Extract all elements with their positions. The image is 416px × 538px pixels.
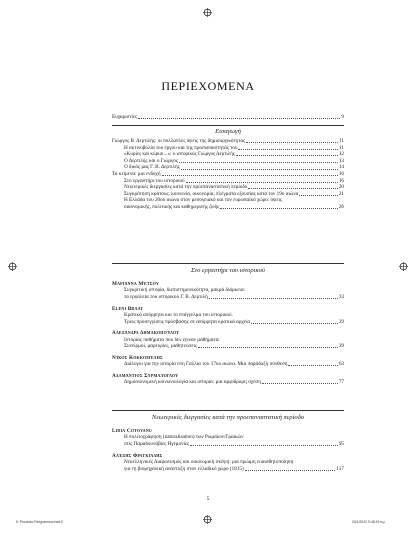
chapter-author: Νίκος Κοκκομέλης [112,354,163,361]
toc-entry-page: 12 [338,151,344,158]
toc-entry-page: 9 [341,114,344,120]
page-number: 5 [206,496,210,502]
toc-row [112,158,344,165]
toc-entry-page: 20 [338,184,344,191]
chapter-author: Eleni Braat [112,305,144,312]
toc-entry-title: Ο Δερτιλής και ο Γιώργος [124,157,178,164]
dot-leader [209,298,338,299]
dot-leader [299,195,337,196]
toc-entry-title: Ευχαριστίες [112,114,138,120]
toc-entry-page: 11 [339,144,344,151]
toc-row [112,361,344,368]
toc-entry-page: 13 [338,157,344,164]
toc-row [112,294,344,301]
print-slug-left: 5. Prooimio-Perigramma.indd 5 [16,520,63,524]
toc-entry-title: Ο δικός μας Γ. Β. Δερτιλής [124,164,180,171]
toc-acknowledgements [112,114,344,121]
section-heading: Νεωτερικές διεργασίες κατά την προεπαναστατική περίοδο [151,414,305,421]
dot-leader [162,175,338,176]
section-divider [112,410,344,411]
chapter-page: 95 [338,441,344,447]
toc-entry-title: Στο εργαστήρι του ιστορικού [124,177,185,184]
dot-leader [220,208,337,209]
section-divider [112,125,344,126]
toc-introduction [112,128,344,211]
chapter-title-line: Νεοελληνικές Διαφωτισμός και οικονομική σκέψη: μια πρώιμη ευαισθητοποίηση [124,459,294,465]
toc-row [112,171,344,178]
chapter-title-line: τα εργαλεία του ιστορικού Γ. Β. Δερτιλή [124,294,208,300]
chapter-title-line: Κρατικά απόρρητα και το επάγγελμα του ιστορικού. [124,312,233,318]
registration-mark-left [8,262,17,271]
chapter-page: 39 [338,343,344,350]
toc-entry-title: «Κυρίες και κύριοι...»: ο ιστορικός Γιώργος Δερτιλής [124,151,235,158]
chapter-author: Αλέξης Φραγκιάδης [112,452,163,459]
toc-row [112,138,344,145]
chapter-title-line: Ιστορίας παθήματα που δεν έγιναν μαθήματα: [124,336,220,343]
toc-entry-page: 14 [338,164,344,171]
toc-entry-title: Τα κείμενα: μια ενδοχή [112,170,161,177]
dot-leader [248,188,337,189]
toc-row [112,164,344,171]
toc-entry-page: 26 [338,203,344,210]
dot-leader [198,347,338,348]
chapter-author: Αδαμάντιος Συρμαλόγλου [112,372,179,379]
toc-section-workshop [112,267,344,386]
section-divider [112,263,344,264]
toc-entry-title-cont: οικονομικής, πολιτικής και καθημερινής ζωής [124,203,220,210]
dot-leader [138,118,340,119]
toc-row [112,379,344,386]
toc-section-preRevolutionary [112,414,344,472]
chapter-title-line: Τρεις προσεγγίσεις πρόσβασης σε απόρρητα κρατικά αρχεία [124,318,251,325]
toc-entry-title: Νεωτερικές διεργασίες κατά την προεπαναστατική περίοδο [124,184,248,191]
chapter-title-line: για τη βιομηχανική ανάπτυξη στον ελλαδικό χώρο (1815) [124,465,244,472]
chapter-title-line: Η πολιτογράφηση (naturalisation) των Ρωμαίων/Γραικών [124,434,244,441]
chapter-title-line: Διάλογοι για την ιστορία στη Γαλλία του 17ου αιώνα. Μια παράδοξη σύνθεση [124,361,288,368]
toc-entry-title-line: Η Ελλάδα του 20ού αιώνα στον μεσογειακό και τον ευρωπαϊκό χώρο: όψεις [124,197,283,204]
chapter-page: 117 [336,465,344,472]
dot-leader [262,383,338,384]
registration-mark-top [203,8,212,17]
chapter-page: 63 [338,361,344,368]
chapter-title-line: Συγκριτική ιστορία, διεπιστημονικότητα, μακρά διάρκεια: [124,287,245,294]
dot-leader [245,470,336,471]
toc-entry-page: 16 [338,170,344,177]
chapter-title-line: Δημοσιονομική κοινωνιολογία και ιστορία: μια αμφίδρομη σχέση [124,379,261,386]
dot-leader [288,365,337,366]
toc-entry-page: 21 [338,190,344,197]
toc-entry-title: Γιώργος Β. Δερτιλής: οι πολλαπλές όψεις της δημιουργικότητας [112,138,246,144]
toc-entry-title: Η ακτινοβολία του έργου και της προσωπικότητάς του [124,144,238,151]
dot-leader [236,155,338,156]
page-title: ΠΕΡΙΕΧΟΜΕΝΑ [161,79,255,93]
toc-row [112,204,344,211]
section-heading: Στο εργαστήρι του ιστορικού [191,267,265,274]
chapter-title-line: Συνείρμοί, μαρτυρίες, μαθητεύσεις [124,343,197,350]
registration-mark-bottom [203,515,212,524]
dot-leader [246,142,338,143]
toc-row [112,191,344,198]
toc-row [112,343,344,350]
chapter-page: 33 [338,294,344,300]
toc-row [112,319,344,326]
chapter-author: Lidia Cotovanu [112,428,153,434]
toc-row [112,151,344,158]
chapter-title-line: στις Παραδουνάβιες Ηγεμονίες [124,441,190,447]
toc-row [112,114,344,121]
dot-leader [179,162,338,163]
chapter-page: 77 [338,379,344,386]
dot-leader [251,323,338,324]
toc-row [112,441,344,448]
dot-leader [190,445,338,446]
toc-entry-title: Συγκρότηση κράτους: κοινωνία, οικονομία, πλέγματα εξουσίας κατά τον 19ο αιώνα [124,190,299,197]
chapter-author: Μαριάννα Μέτσου [112,281,159,287]
toc-entry-page: 16 [338,177,344,184]
chapter-author: Αλεξάνδρα Δημακοπούλου [112,330,180,337]
section-heading: Εισαγωγή [215,128,241,135]
dot-leader [186,182,338,183]
registration-mark-right [399,262,408,271]
toc-row [112,466,344,473]
dot-leader [238,149,338,150]
chapter-page: 29 [338,318,344,325]
dot-leader [181,169,338,170]
toc-row [112,184,344,191]
toc-row [112,145,344,152]
toc-row [112,178,344,185]
toc-entry-page: 11 [339,138,344,144]
print-slug-right: 20/1/2022 9:48:19 πμ [352,520,385,524]
